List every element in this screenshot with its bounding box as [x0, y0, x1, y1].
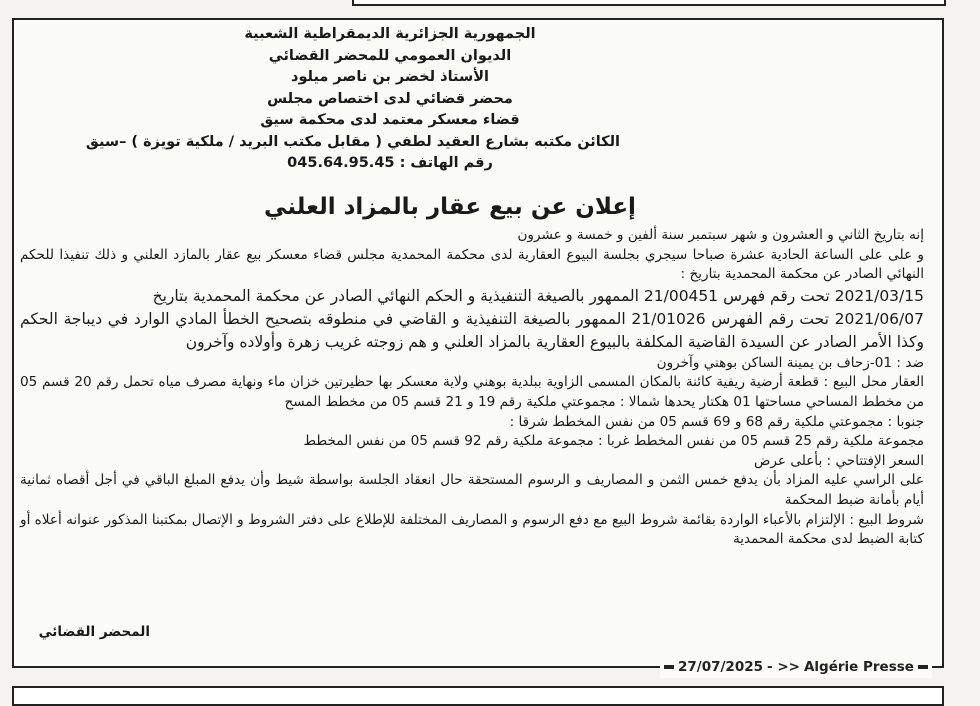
announcement-title: إعلان عن بيع عقار بالمزاد العلني	[264, 194, 636, 220]
footer-date: 27/07/2025	[678, 659, 764, 675]
header-bailiff-name: الأستاذ لخضر بن ناصر ميلود	[291, 69, 489, 85]
next-article-border	[12, 686, 944, 706]
paragraph-judgment-2: 2021/06/07 تحت رقم الفهرس 21/01026 الممهور بالصيغة التنفيذية و القاضي في منطوقه بتصحيح الخطأ المادي الوارد في ديباجة الحكم وكذا الأمر الصادر عن السيدة القاضية المكلفة بالبيوع العقارية بالمزاد العلني و هم زوجته غريب زهرة وأولاده وآخرون	[20, 309, 924, 351]
paragraph-opening-price: السعر الإفتتاحي : بأعلى عرض	[754, 452, 924, 469]
header-jurisdiction: محضر قضائي لدى اختصاص مجلس	[267, 90, 513, 107]
announcement-body	[20, 226, 924, 550]
phone-number: 045.64.95.45	[287, 155, 395, 171]
paragraph-property: العقار محل البيع : قطعة أرضية ريفية كائنة بالمكان المسمى الزاوية ببلدية بوهني ولاية معسكر بها حظيرتين خزان ماء ونهاية مصرف مياه تحمل رقم 20 قسم 05 من مخطط المساحي مساحتها 01 هكتار يحدها شمالا : مجموعتي ملكية رقم 19 و 21 قسم 05 من مخطط المسح	[20, 374, 924, 410]
phone-label: رقم الهاتف :	[399, 155, 493, 171]
header-phone	[160, 153, 620, 175]
header-court: قضاء معسكر معتمد لدى محكمة سيق	[260, 112, 520, 128]
header-republic: الجمهورية الجزائرية الديمقراطية الشعبية	[244, 26, 536, 42]
paragraph-judgment-1: 2021/03/15 تحت رقم فهرس 21/00451 الممهور بالصيغة التنفيذية و الحكم النهائي الصادر عن محكمة المحمدية بتاريخ	[152, 286, 924, 305]
previous-article-border	[352, 0, 946, 6]
paragraph-date: إنه بتاريخ الثاني و العشرون و شهر سبتمبر سنة ألفين و خمسة و عشرون	[517, 227, 924, 243]
paragraph-west: مجموعة ملكية رقم 25 قسم 05 من نفس المخطط غربا : مجموعة ملكية رقم 92 قسم 05 من نفس المخطط	[303, 433, 924, 450]
paragraph-conditions: شروط البيع : الإلتزام بالأعباء الواردة بقائمة شروط البيع مع دفع الرسوم و المصاريف المختلفة للإطلاع على دفتر الشروط و الإتصال بمكتبنا المذكور عنوانه أعلاه أو كتابة الضبط لدى محكمة المحمدية	[20, 511, 924, 548]
footer-separator: - >>	[767, 659, 800, 675]
header-address: الكائن مكتبه بشارع العقيد لطفي ( مقابل مكتب البريد / ملكية تويزة ) –سيق	[85, 133, 620, 150]
footer-source	[660, 656, 932, 678]
paragraph-session: و على على الساعة الحادية عشرة صباحا سيجري بجلسة البيوع العقارية لدى محكمة المحمدية مجلس قضاء معسكر بيع عقار بالمازد العلني و ذلك تنفيذا للحكم النهائي الصادر عن محكمة المحمدية بتاريخ :	[20, 246, 924, 283]
signature: المحضر القضائي	[38, 624, 150, 640]
paragraph-against: ضد : 01-زحاف بن يمينة الساكن بوهني وآخرون	[656, 354, 924, 371]
paragraph-payment: على الراسي عليه المزاد بأن يدفع خمس الثمن و المصاريف و الرسوم المستحقة حال انعقاد الجلسة بواسطة شيط وأن يدفع المبلغ الباقي في أجل أقصاه ثمانية أيام بأمانة ضبط المحكمة	[20, 472, 924, 508]
issuer-header	[85, 24, 620, 175]
header-office: الديوان العمومي للمحضر القضائي	[268, 47, 512, 64]
paragraph-south-east: جنوبا : مجموعتي ملكية رقم 68 و 69 قسم 05 من نفس المخطط شرقا :	[509, 413, 924, 430]
footer-rule-right	[918, 665, 928, 669]
footer-publication: Algérie Presse	[803, 659, 914, 675]
footer-rule-left	[664, 665, 674, 669]
